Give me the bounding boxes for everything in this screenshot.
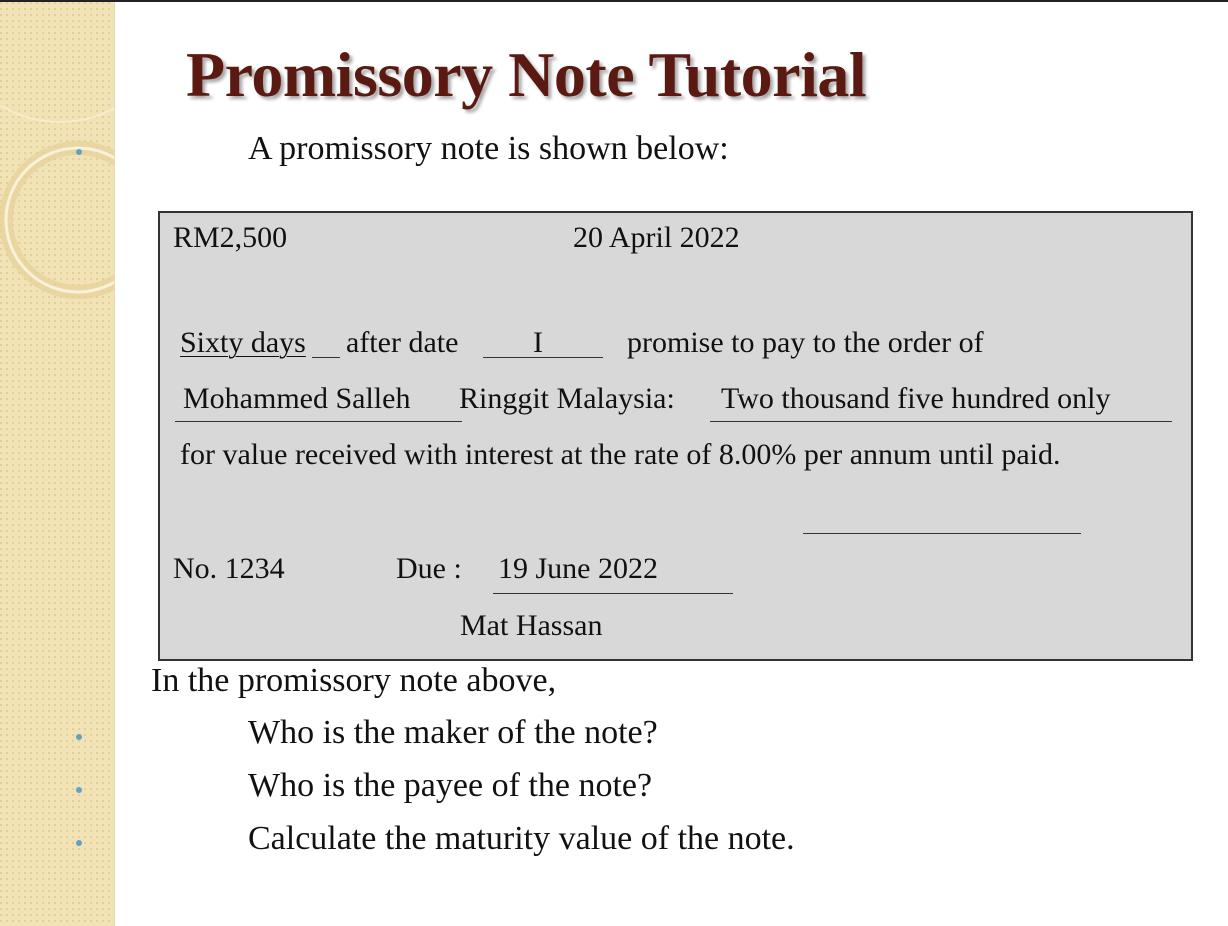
amount-in-words: Two thousand five hundred only <box>721 382 1111 415</box>
question-maturity: Calculate the maturity value of the note. <box>248 820 795 857</box>
bullet-dot <box>76 734 82 740</box>
maker-name: Mat Hassan <box>460 609 603 642</box>
bullet-dot <box>76 787 82 793</box>
note-amount: RM2,500 <box>173 221 288 254</box>
due-date-underline <box>493 593 733 594</box>
note-pronoun: I <box>533 326 543 359</box>
note-number: No. 1234 <box>173 552 285 585</box>
currency-label: Ringgit Malaysia: <box>459 382 675 415</box>
slide-title: Promissory Note Tutorial <box>186 39 867 110</box>
bullet-dot <box>76 840 82 846</box>
due-label: Due : <box>396 552 462 585</box>
decorative-sidebar <box>0 2 115 926</box>
note-term: Sixty days <box>180 326 306 359</box>
question-payee: Who is the payee of the note? <box>248 767 653 804</box>
bullet-dot <box>76 149 82 155</box>
term-underline-extension <box>312 357 340 358</box>
promissory-note <box>158 211 1193 661</box>
signature-line <box>803 533 1081 534</box>
interest-line: for value received with interest at the rate of 8.00% per annum until paid. <box>180 438 1061 471</box>
amount-words-underline <box>710 421 1172 422</box>
payee-underline <box>175 421 462 422</box>
note-payee: Mohammed Salleh <box>183 382 411 415</box>
question-lead: In the promissory note above, <box>151 662 557 699</box>
decorative-rings <box>0 2 114 302</box>
question-maker: Who is the maker of the note? <box>248 714 658 751</box>
due-date: 19 June 2022 <box>498 552 658 585</box>
top-border <box>0 0 1228 2</box>
pronoun-underline <box>483 357 603 358</box>
intro-text: A promissory note is shown below: <box>248 130 729 167</box>
promise-text: promise to pay to the order of <box>627 326 984 359</box>
note-date: 20 April 2022 <box>573 221 740 254</box>
after-date-text: after date <box>346 326 459 359</box>
